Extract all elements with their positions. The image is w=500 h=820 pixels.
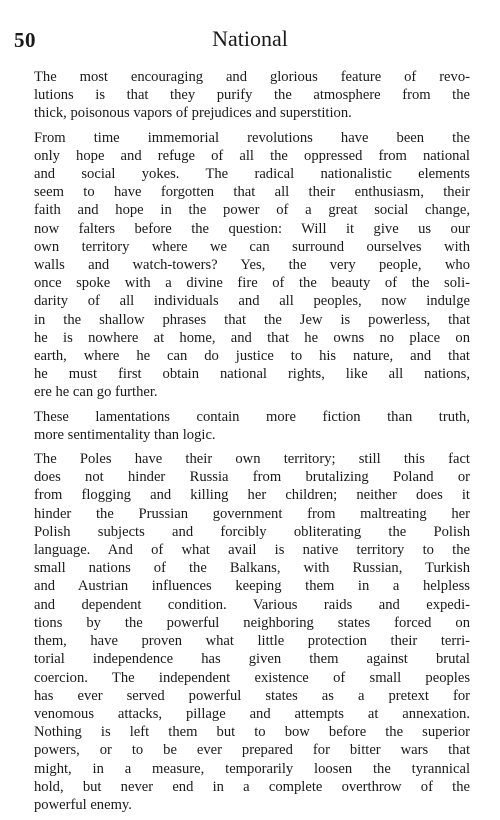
text-line: These lamentations contain more fiction than truth, <box>34 408 470 425</box>
text-line: thick, poisonous vapors of prejudices and superstition. <box>34 105 352 122</box>
paragraph <box>34 68 470 123</box>
text-line: torial independence has given them against brutal <box>34 651 470 668</box>
text-line: them, have proven what little protection their terri- <box>34 633 470 650</box>
text-line: only hope and refuge of all the oppressed from national <box>34 147 470 164</box>
text-line: he is nowhere at home, and that he owns no place on <box>34 329 470 346</box>
text-line: language. And of what avail is native territory to the <box>34 542 470 559</box>
text-line: coercion. The independent existence of small peoples <box>34 669 470 686</box>
text-line: lutions is that they purify the atmosphere from the <box>34 87 470 104</box>
text-line: does not hinder Russia from brutalizing Poland or <box>34 469 470 486</box>
text-line: earth, where he can do justice to his nature, and that <box>34 348 470 365</box>
text-line: Polish subjects and forcibly obliterating the Polish <box>34 523 470 540</box>
text-line: faith and hope in the power of a great social change, <box>34 202 470 219</box>
text-line: The most encouraging and glorious feature of revo- <box>34 69 470 85</box>
text-line: powerful enemy. <box>34 796 132 813</box>
text-line: now falters before the question: Will it give us our <box>34 220 470 237</box>
text-line: has ever served powerful states as a pretext for <box>34 687 470 704</box>
text-line: ere he can go further. <box>34 384 158 401</box>
text-line: and social yokes. The radical nationalistic elements <box>34 166 470 183</box>
paragraph <box>34 408 470 444</box>
text-line: darity of all individuals and all peoples, now indulge <box>34 293 470 310</box>
text-line: in the shallow phrases that the Jew is powerless, that <box>34 311 470 328</box>
text-line: powers, or to be ever prepared for bitter wars that <box>34 742 470 759</box>
text-line: small nations of the Balkans, with Russian, Turkish <box>34 560 470 577</box>
text-line: Nothing is left them but to bow before the superior <box>34 724 470 741</box>
text-line: from flogging and killing her children; neither does it <box>34 487 470 504</box>
text-line: hold, but never end in a complete overthrow of the <box>34 778 470 795</box>
running-title: National <box>212 26 288 51</box>
text-line: more sentimentality than logic. <box>34 426 216 443</box>
text-line: seem to have forgotten that all their enthusiasm, their <box>34 184 470 201</box>
text-line: and Austrian influences keeping them in a helpless <box>34 578 470 595</box>
text-line: venomous attacks, pillage and attempts at annexation. <box>34 705 470 722</box>
body-text <box>34 68 470 820</box>
text-line: he must first obtain national rights, like all nations, <box>34 366 470 383</box>
page-number: 50 <box>14 28 36 52</box>
text-line: The Poles have their own territory; still this fact <box>34 451 470 468</box>
paragraph <box>34 129 470 402</box>
text-line: walls and watch-towers? Yes, the very people, who <box>34 257 470 274</box>
text-line: might, in a measure, temporarily loosen the tyrannical <box>34 760 470 777</box>
text-line: once spoke with a divine fire of the beauty of the soli- <box>34 275 470 292</box>
text-line: From time immemorial revolutions have been the <box>34 129 470 146</box>
text-line: hinder the Prussian government from maltreating her <box>34 505 470 522</box>
text-line: own territory where we can surround ourselves with <box>34 238 470 255</box>
paragraph <box>34 450 470 814</box>
text-line: and dependent condition. Various raids and expedi- <box>34 596 470 613</box>
text-line: tions by the powerful neighboring states forced on <box>34 614 470 631</box>
